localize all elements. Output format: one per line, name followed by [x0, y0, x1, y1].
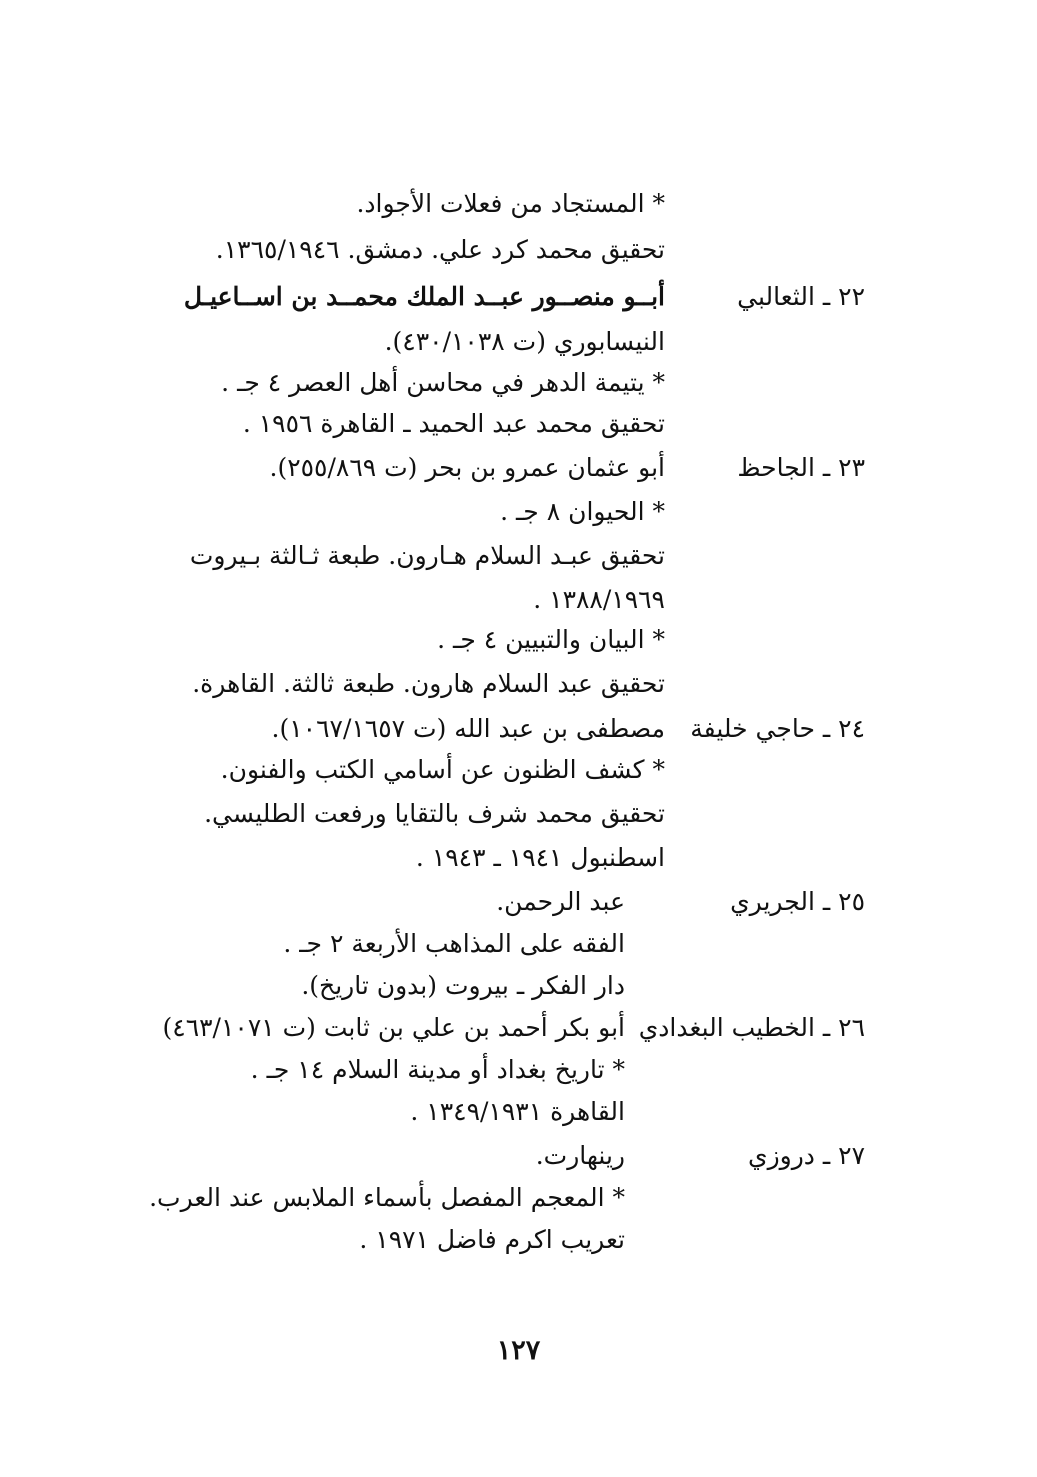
author-name-22: ٢٢ ـ الثعالبي: [737, 282, 865, 311]
author-name-27: ٢٧ ـ دروزي: [748, 1141, 865, 1170]
entry-line: * البيان والتبيين ٤ جـ .: [437, 625, 665, 654]
entry-line: * كشف الظنون عن أسامي الكتب والفنون.: [220, 755, 665, 784]
entry-line: تحقيق محمد عبد الحميد ـ القاهرة ١٩٥٦ .: [242, 409, 665, 438]
entry-line: تحقيق محمد شرف بالتقايا ورفعت الطليسي.: [204, 799, 665, 828]
entry-line: تحقيق عبد السلام هارون. طبعة ثالثة. القاهرة.: [192, 669, 665, 698]
entry-line: رينهارت.: [535, 1141, 625, 1170]
entry-line: ١٣٨٨/١٩٦٩ .: [533, 585, 665, 614]
page-number: ١٢٧: [496, 1335, 541, 1366]
entry-line: * المستجاد من فعلات الأجواد.: [356, 189, 665, 218]
entry-line: مصطفى بن عبد الله (ت ١٠٦٧/١٦٥٧).: [271, 714, 665, 743]
entry-line: دار الفكر ـ بيروت (بدون تاريخ).: [301, 971, 625, 1000]
author-name-24: ٢٤ ـ حاجي خليفة: [690, 714, 865, 743]
entry-line: تعريب اكرم فاضل ١٩٧١ .: [359, 1225, 625, 1254]
entry-line: * يتيمة الدهر في محاسن أهل العصر ٤ جـ .: [221, 368, 665, 397]
author-name-23: ٢٣ ـ الجاحظ: [737, 453, 865, 482]
entry-line: أبو بكر أحمد بن علي بن ثابت (ت ٤٦٣/١٠٧١): [162, 1013, 625, 1042]
entry-line: أبــو منصــور عبــد الملك محمــد بن اســاعيـل: [183, 282, 665, 311]
entry-line: النيسابوري (ت ٤٣٠/١٠٣٨).: [384, 327, 665, 356]
entry-line: تحقيق محمد كرد علي. دمشق. ١٣٦٥/١٩٤٦.: [215, 235, 665, 264]
entry-line: * تاريخ بغداد أو مدينة السلام ١٤ جـ .: [250, 1055, 625, 1084]
entry-line: تحقيق عبـد السلام هـارون. طبعة ثـالثة بـيروت: [189, 541, 665, 570]
entry-line: * الحيوان ٨ جـ .: [500, 497, 665, 526]
entry-line: اسطنبول ١٩٤١ ـ ١٩٤٣ .: [415, 843, 665, 872]
entry-line: الفقه على المذاهب الأربعة ٢ جـ .: [283, 929, 625, 958]
entry-line: القاهرة ١٣٤٩/١٩٣١ .: [410, 1097, 625, 1126]
entry-line: عبد الرحمن.: [496, 887, 625, 916]
entry-line: أبو عثمان عمرو بن بحر (ت ٢٥٥/٨٦٩).: [269, 453, 665, 482]
entry-line: * المعجم المفصل بأسماء الملابس عند العرب.: [149, 1183, 625, 1212]
author-name-26: ٢٦ ـ الخطيب البغدادي: [638, 1013, 865, 1042]
author-name-25: ٢٥ ـ الجريري: [730, 887, 865, 916]
